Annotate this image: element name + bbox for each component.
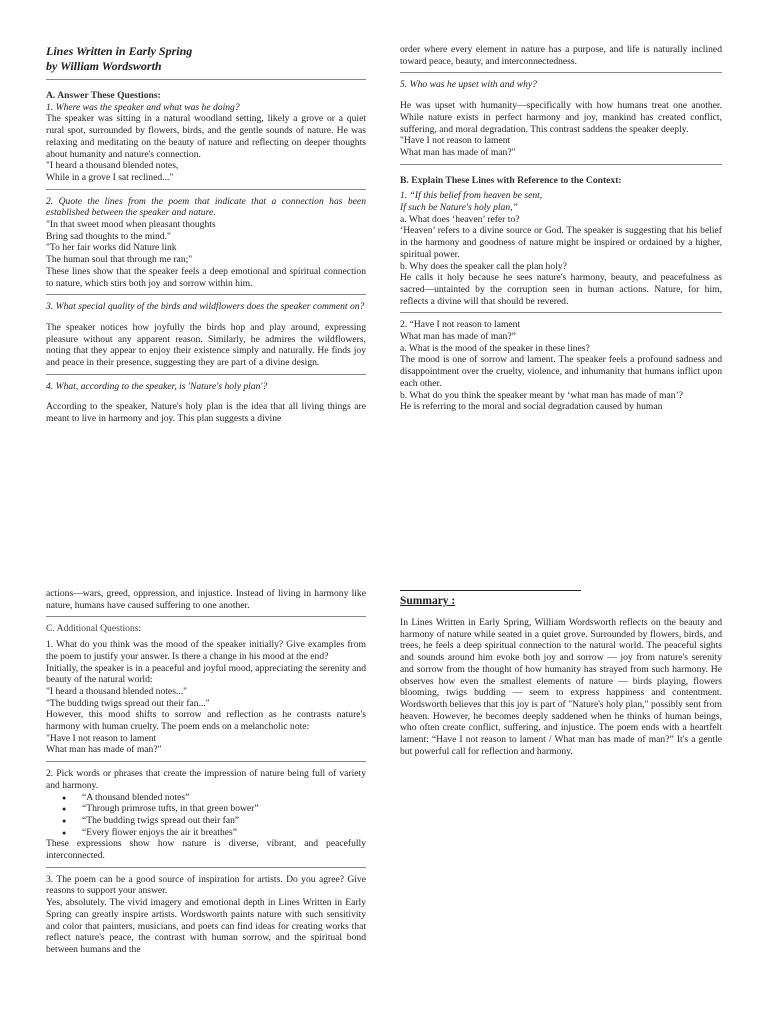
- answer-b2b: He is referring to the moral and social degradation caused by human: [400, 401, 663, 413]
- quote-line: What man has made of man?": [46, 744, 162, 756]
- summary-heading: Summary :: [400, 595, 456, 607]
- divider: [46, 867, 366, 868]
- quote-line: What man has made of man?": [400, 146, 516, 158]
- document-title: [46, 44, 366, 74]
- answer-a4: According to the speaker, Nature's holy plan is the idea that all living things are meant to live in harmony and joy. This plan suggests a divine: [46, 401, 366, 425]
- answer-a3: The speaker notices how joyfully the birds hop and play around, expressing pleasure without any apparent reason. Similarly, he admires the wildflowers, noting that they appear to enjoy their existence simply and naturally. He finds joy and peace in their presence, suggesting they are part of a divine design.: [46, 321, 366, 369]
- section-a-heading: A. Answer These Questions:: [46, 90, 161, 101]
- question-a2: 2. Quote the lines from the poem that indicate that a connection has been established between the speaker and nature.: [46, 195, 366, 219]
- question-c3: 3. The poem can be a good source of inspiration for artists. Do you agree? Give reasons to support your answer.: [46, 873, 366, 897]
- divider: [46, 761, 366, 762]
- left-column-bottom: [46, 588, 366, 956]
- summary-rule: [400, 590, 581, 591]
- quote-line: "To her fair works did Nature link: [46, 242, 177, 254]
- quote-line: "Have I not reason to lament: [46, 732, 157, 744]
- answer-b2b-continued: actions—wars, greed, oppression, and injustice. Instead of living in harmony like nature, humans have caused suffering to one another.: [46, 588, 366, 611]
- answer-b2a: The mood is one of sorrow and lament. The speaker feels a profound sadness and disappointment over the cruelty, violence, and inhumanity that humans inflict upon each other.: [400, 354, 722, 389]
- question-b1a: a. What does ‘heaven’ refer to?: [400, 213, 520, 225]
- answer-a2: These lines show that the speaker feels a deep emotional and spiritual connection to nature, which stirs both joy and sorrow within him.: [46, 265, 366, 289]
- title-line: Lines Written in Early Spring: [46, 44, 193, 58]
- quote-line: If such be Nature's holy plan,”: [400, 202, 518, 214]
- section-b-heading: B. Explain These Lines with Reference to the Context:: [400, 174, 622, 186]
- divider: [46, 374, 366, 375]
- quote-line: While in a grove I sat reclined...": [46, 171, 174, 183]
- list-item: ● “A thousand blended notes”: [62, 792, 366, 804]
- quote-line: "Have I not reason to lament: [400, 135, 511, 147]
- answer-c1-continued: However, this mood shifts to sorrow and reflection as he contrasts nature's harmony with human cruelty. The poem ends on a melancholic note:: [46, 709, 366, 733]
- quote-line: The human soul that through me ran;": [46, 254, 193, 266]
- quote-line: Bring sad thoughts to the mind.": [46, 230, 171, 242]
- question-a1: 1. Where was the speaker and what was he doing?: [46, 101, 240, 113]
- quote-line: What man has made of man?”: [400, 331, 516, 343]
- answer-b1b: He calls it holy because he sees nature's harmony, beauty, and peacefulness as sacred—untainted by the corruption seen in human actions. Nature, for him, reflects a divine will that should be revered.: [400, 272, 722, 307]
- author-line: by William Wordsworth: [46, 59, 162, 73]
- list-item: ● “The budding twigs spread out their fan”: [62, 815, 366, 827]
- left-column-top: [46, 44, 366, 425]
- answer-a1: The speaker was sitting in a natural woodland setting, likely a grove or a quiet rural spot, surrounded by flowers, birds, and the gentle sounds of nature. He was relaxing and meditating on the beauty of nature and reflecting on deeper thoughts about humanity and nature's connection.: [46, 113, 366, 160]
- answer-c3: Yes, absolutely. The vivid imagery and emotional depth in Lines Written in Early Spring can greatly inspire artists. Wordsworth paints nature with such sensitivity and color that painters, musicians, and poets can find ideas for creating works that reflect nature's peace, the contrast with human sorrow, and the spiritual bond between humans and the: [46, 897, 366, 955]
- quote-line: "I heard a thousand blended notes...": [46, 685, 188, 697]
- quote-line: "I heard a thousand blended notes,: [46, 160, 179, 172]
- question-a4: 4. What, according to the speaker, is 'Nature's holy plan'?: [46, 380, 268, 392]
- summary-text: In Lines Written in Early Spring, William Wordsworth reflects on the beauty and harmony of nature while seated in a quiet grove. Surrounded by flowers, birds, and trees, he feels a deep spiritual connection to the natural world. The peaceful sights and sounds around him evoke both joy and sorrow — joy from nature's serenity and sorrow from the thought of how humanity has strayed from such harmony. He observes how even the smallest elements of nature — birds playing, flowers blooming, twigs budding — seem to express happiness and contentment. Wordsworth believes that this joy is part of "Nature's holy plan," possibly sent from heaven. However, he becomes deeply saddened when he thinks of human beings, who often create conflict, suffering, and injustice. The poem ends with a heartfelt lament: “Have I not reason to lament / What man has made of man?” It's a gentle but powerful call for reflection and harmony.: [400, 617, 722, 757]
- question-b1b: b. Why does the speaker call the plan holy?: [400, 260, 567, 272]
- section-c-heading: C. Additional Questions:: [46, 623, 142, 635]
- question-a3: 3. What special quality of the birds and wildflowers does the speaker comment on?: [46, 301, 365, 313]
- list-item: ● “Every flower enjoys the air it breathes”: [62, 827, 366, 839]
- question-c2: 2. Pick words or phrases that create the impression of nature being full of variety and harmony.: [46, 768, 366, 791]
- list-item: ● “Through primrose tufts, in that green bower”: [62, 803, 366, 815]
- phrase-list: [62, 792, 366, 839]
- quote-line: "In that sweet mood when pleasant thoughts: [46, 219, 216, 231]
- answer-c1: Initially, the speaker is in a peaceful and joyful mood, appreciating the serenity and beauty of the natural world:: [46, 662, 366, 686]
- divider: [400, 164, 722, 165]
- divider: [46, 79, 366, 80]
- answer-c2: These expressions show how nature is diverse, vibrant, and peacefully interconnected.: [46, 838, 366, 862]
- divider: [46, 294, 366, 295]
- question-b2a: a. What is the mood of the speaker in these lines?: [400, 342, 590, 354]
- question-a5: 5. Who was he upset with and why?: [400, 79, 537, 91]
- divider: [400, 72, 722, 73]
- quote-line: "The budding twigs spread out their fan...": [46, 697, 210, 709]
- answer-a5: He was upset with humanity—specifically with how humans treat one another. While nature exists in perfect harmony and joy, mankind has created conflict, suffering, and moral degradation. This contrast saddens the speaker deeply.: [400, 100, 722, 135]
- right-column-top: [400, 44, 722, 413]
- question-c1: 1. What do you think was the mood of the speaker initially? Give examples from the poem to justify your answer. Is there a change in his mood at the end?: [46, 639, 366, 662]
- divider: [46, 616, 366, 617]
- divider: [400, 312, 722, 313]
- quote-line: 1. “If this belief from heaven be sent,: [400, 190, 543, 202]
- divider: [46, 189, 366, 190]
- right-column-bottom: [400, 590, 722, 757]
- answer-a4-continued: order where every element in nature has a purpose, and life is naturally inclined toward peace, beauty, and interconnectedness.: [400, 44, 722, 67]
- quote-line: 2. “Have I not reason to lament: [400, 319, 521, 331]
- question-b2b: b. What do you think the speaker meant by ‘what man has made of man’?: [400, 389, 684, 401]
- answer-b1a: ‘Heaven’ refers to a divine source or God. The speaker is suggesting that his belief in the harmony and goodness of nature might be inspired or ordained by a higher, spiritual power.: [400, 225, 722, 260]
